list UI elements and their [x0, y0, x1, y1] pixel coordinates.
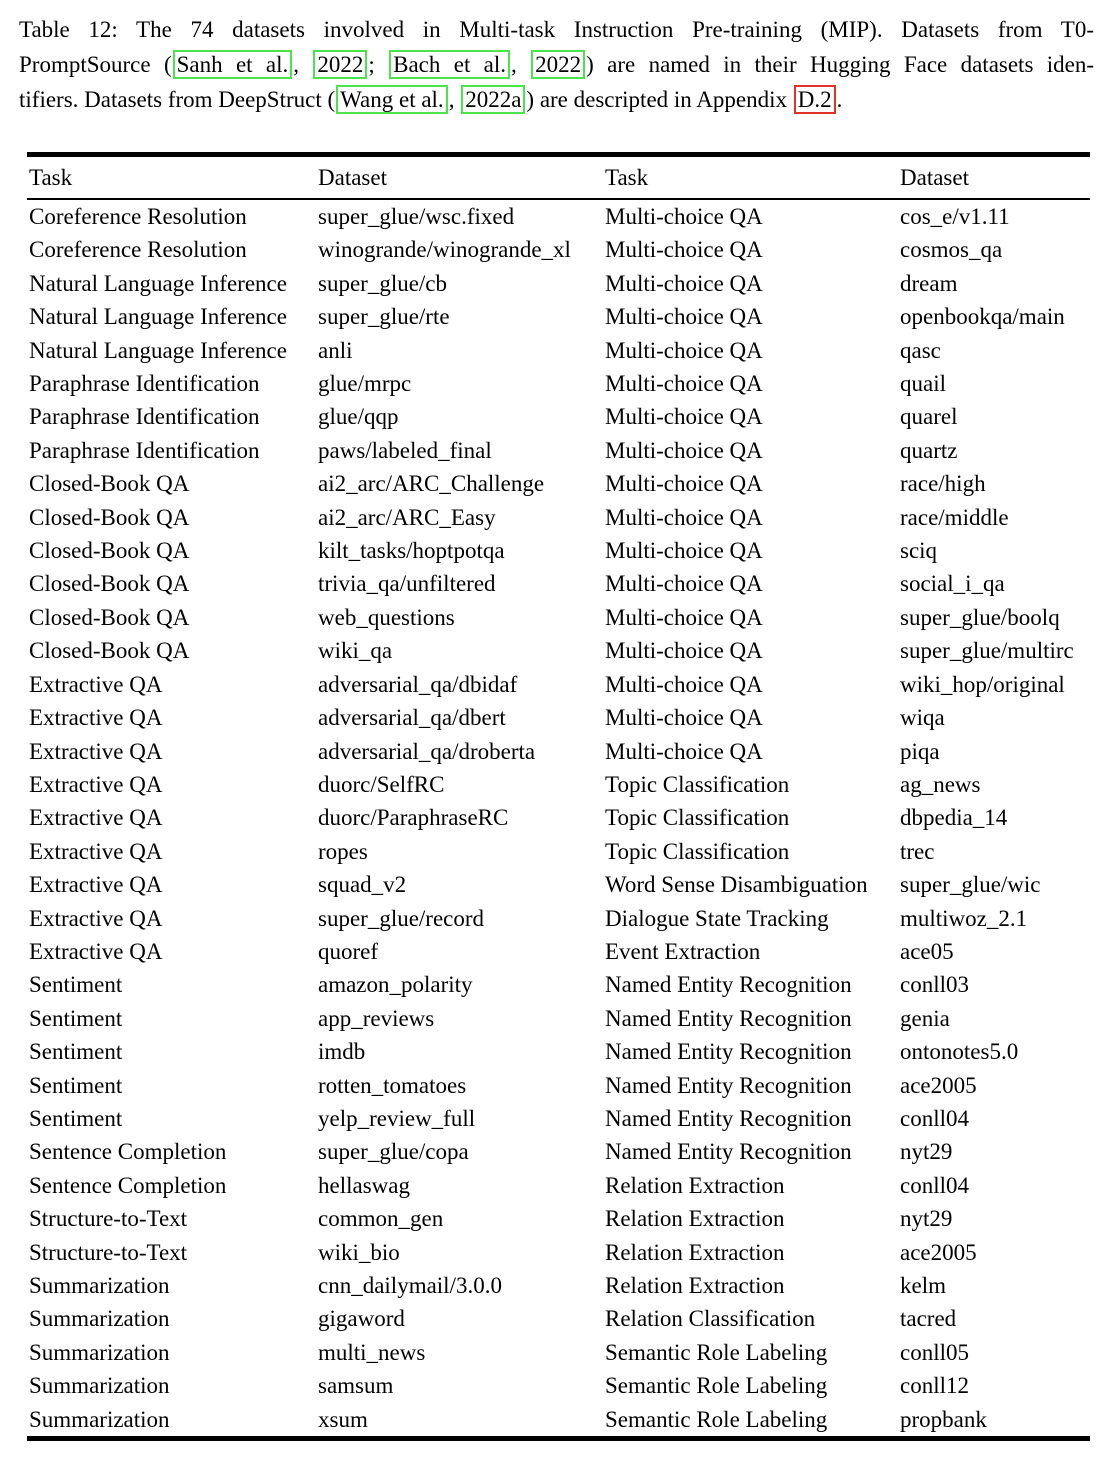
task-cell: Summarization [29, 1306, 170, 1332]
table-row [27, 768, 1090, 801]
caption-text: , [511, 52, 531, 77]
task-cell: Extractive QA [29, 771, 163, 797]
table-row [27, 835, 1090, 868]
task-cell: Multi-choice QA [605, 638, 763, 664]
citation-link[interactable]: Wang et al. [336, 85, 448, 114]
task-cell: Semantic Role Labeling [605, 1406, 828, 1432]
task-cell: Multi-choice QA [605, 304, 763, 330]
task-cell: Relation Extraction [605, 1172, 785, 1198]
dataset-cell: hellaswag [318, 1172, 410, 1198]
table-row [27, 467, 1090, 500]
task-cell: Named Entity Recognition [605, 1005, 852, 1031]
task-cell: Summarization [29, 1273, 170, 1298]
table-row [27, 735, 1090, 768]
task-cell: Extractive QA [29, 838, 163, 864]
dataset-cell: quoref [318, 938, 379, 964]
dataset-cell: multiwoz_2.1 [900, 905, 1028, 931]
table-row [27, 935, 1090, 968]
task-cell: Closed-Book QA [29, 538, 190, 564]
task-cell: Extractive QA [29, 671, 163, 697]
table-caption [19, 12, 1094, 117]
dataset-cell: super_glue/wic [900, 872, 1041, 898]
table-row [27, 199, 1090, 233]
table-row [27, 868, 1090, 901]
table-row [27, 801, 1090, 834]
dataset-cell: adversarial_qa/dbidaf [318, 671, 518, 697]
task-cell: Extractive QA [29, 705, 163, 731]
dataset-cell: ace05 [900, 938, 954, 964]
task-cell: Closed-Book QA [29, 504, 190, 530]
caption-line [19, 12, 1094, 47]
table-row [27, 634, 1090, 667]
task-cell: Natural Language Inference [29, 337, 287, 363]
table-row [27, 1269, 1090, 1302]
task-cell: Sentiment [29, 1039, 123, 1065]
dataset-cell: super_glue/record [318, 905, 485, 931]
citation-link[interactable]: Bach et al. [389, 50, 510, 79]
table-row [27, 701, 1090, 734]
task-cell: Sentiment [29, 972, 123, 998]
dataset-cell: cosmos_qa [900, 237, 1003, 263]
datasets-table-container [27, 152, 1090, 1441]
task-cell: Multi-choice QA [605, 237, 763, 263]
dataset-cell: yelp_review_full [318, 1105, 476, 1131]
citation-link[interactable]: 2022a [461, 85, 525, 114]
task-cell: Multi-choice QA [605, 571, 763, 597]
table-row [27, 902, 1090, 935]
citation-link[interactable]: Sanh et al. [173, 50, 293, 79]
task-cell: Summarization [29, 1373, 170, 1399]
table-row [27, 1236, 1090, 1269]
dataset-cell: quail [900, 371, 946, 397]
dataset-cell: race/middle [900, 504, 1009, 530]
dataset-cell: super_glue/wsc.fixed [318, 204, 515, 229]
column-header: Task [605, 165, 649, 190]
table-row [27, 534, 1090, 567]
citation-link[interactable]: 2022 [313, 50, 367, 79]
dataset-cell: openbookqa/main [900, 304, 1065, 330]
table-row [27, 1102, 1090, 1135]
table-row [27, 367, 1090, 400]
dataset-cell: anli [318, 337, 353, 363]
table-row [27, 1002, 1090, 1035]
caption-text: PromptSource ( [19, 52, 172, 77]
dataset-cell: trivia_qa/unfiltered [318, 571, 496, 597]
dataset-cell: paws/labeled_final [318, 437, 492, 463]
task-cell: Structure-to-Text [29, 1206, 188, 1232]
dataset-cell: winogrande/winogrande_xl [318, 237, 571, 263]
dataset-cell: propbank [900, 1406, 987, 1432]
dataset-cell: cnn_dailymail/3.0.0 [318, 1273, 502, 1298]
dataset-cell: wiki_hop/original [900, 671, 1065, 697]
table-row [27, 501, 1090, 534]
dataset-cell: quartz [900, 437, 958, 463]
task-cell: Multi-choice QA [605, 437, 763, 463]
task-cell: Paraphrase Identification [29, 371, 260, 397]
task-cell: Sentiment [29, 1072, 123, 1098]
table-row [27, 233, 1090, 266]
caption-text: ) are named in their Hugging Face datasets iden- [586, 52, 1095, 77]
task-cell: Semantic Role Labeling [605, 1339, 828, 1365]
task-cell: Coreference Resolution [29, 204, 247, 229]
task-cell: Extractive QA [29, 905, 163, 931]
task-cell: Closed-Book QA [29, 604, 190, 630]
dataset-cell: conll03 [900, 972, 969, 998]
task-cell: Relation Extraction [605, 1206, 785, 1232]
task-cell: Multi-choice QA [605, 671, 763, 697]
table-row [27, 668, 1090, 701]
dataset-cell: common_gen [318, 1206, 444, 1232]
table-row [27, 334, 1090, 367]
task-cell: Named Entity Recognition [605, 1105, 852, 1131]
task-cell: Word Sense Disambiguation [605, 872, 868, 898]
dataset-cell: dream [900, 270, 958, 296]
dataset-cell: conll04 [900, 1105, 969, 1131]
caption-text: Table 12: The 74 datasets involved in Multi-task Instruction Pre-training (MIP). Datasets from T0- [19, 17, 1094, 42]
task-cell: Relation Classification [605, 1306, 816, 1332]
caption-text: tifiers. Datasets from DeepStruct ( [19, 87, 336, 112]
table-rule-bottom [27, 1436, 1090, 1441]
table-row [27, 1202, 1090, 1235]
task-cell: Sentiment [29, 1105, 123, 1131]
table-row [27, 1035, 1090, 1068]
table-row [27, 1336, 1090, 1369]
dataset-cell: super_glue/boolq [900, 604, 1060, 630]
dataset-cell: qasc [900, 337, 941, 363]
task-cell: Multi-choice QA [605, 371, 763, 397]
task-cell: Paraphrase Identification [29, 404, 260, 430]
dataset-cell: trec [900, 838, 935, 864]
dataset-cell: super_glue/rte [318, 304, 450, 330]
task-cell: Multi-choice QA [605, 337, 763, 363]
dataset-cell: conll04 [900, 1172, 969, 1198]
dataset-cell: ontonotes5.0 [900, 1039, 1019, 1065]
dataset-cell: social_i_qa [900, 571, 1005, 597]
table-row [27, 567, 1090, 600]
dataset-cell: imdb [318, 1039, 366, 1065]
dataset-cell: ace2005 [900, 1239, 977, 1265]
task-cell: Multi-choice QA [605, 604, 763, 630]
table-row [27, 968, 1090, 1001]
task-cell: Sentence Completion [29, 1172, 227, 1198]
task-cell: Closed-Book QA [29, 471, 190, 497]
task-cell: Named Entity Recognition [605, 1072, 852, 1098]
task-cell: Natural Language Inference [29, 304, 287, 330]
caption-text: ; [368, 52, 389, 77]
column-header: Dataset [900, 165, 969, 190]
table-row [27, 434, 1090, 467]
table-row [27, 601, 1090, 634]
task-cell: Natural Language Inference [29, 270, 287, 296]
task-cell: Multi-choice QA [605, 471, 763, 497]
dataset-cell: super_glue/cb [318, 270, 448, 296]
task-cell: Semantic Role Labeling [605, 1373, 828, 1399]
dataset-cell: conll05 [900, 1339, 969, 1365]
task-cell: Named Entity Recognition [605, 1139, 852, 1165]
dataset-cell: kelm [900, 1273, 946, 1298]
task-cell: Paraphrase Identification [29, 437, 260, 463]
task-cell: Named Entity Recognition [605, 1039, 852, 1065]
task-cell: Multi-choice QA [605, 538, 763, 564]
caption-line [19, 82, 1094, 117]
dataset-cell: quarel [900, 404, 958, 430]
column-header: Dataset [318, 165, 387, 190]
task-cell: Multi-choice QA [605, 738, 763, 764]
appendix-ref-link[interactable]: D.2 [794, 85, 836, 114]
dataset-cell: xsum [318, 1406, 368, 1432]
dataset-cell: wiki_qa [318, 638, 393, 664]
dataset-cell: wiqa [900, 705, 945, 731]
table-row [27, 1169, 1090, 1202]
column-header: Task [29, 165, 73, 190]
caption-text: ) are descripted in Appendix [526, 87, 793, 112]
task-cell: Extractive QA [29, 938, 163, 964]
dataset-cell: race/high [900, 471, 986, 497]
caption-line [19, 47, 1094, 82]
dataset-cell: gigaword [318, 1306, 405, 1332]
dataset-cell: sciq [900, 538, 938, 564]
task-cell: Extractive QA [29, 738, 163, 764]
dataset-cell: duorc/ParaphraseRC [318, 805, 509, 831]
dataset-cell: ai2_arc/ARC_Challenge [318, 471, 545, 497]
task-cell: Relation Extraction [605, 1239, 785, 1265]
dataset-cell: glue/mrpc [318, 371, 412, 397]
dataset-cell: duorc/SelfRC [318, 771, 445, 797]
caption-text: . [836, 87, 843, 112]
task-cell: Extractive QA [29, 805, 163, 831]
dataset-cell: piqa [900, 738, 940, 764]
task-cell: Dialogue State Tracking [605, 905, 829, 931]
dataset-cell: samsum [318, 1373, 394, 1399]
table-row [27, 1069, 1090, 1102]
table-row [27, 300, 1090, 333]
task-cell: Sentence Completion [29, 1139, 227, 1165]
dataset-cell: multi_news [318, 1339, 426, 1365]
dataset-cell: nyt29 [900, 1206, 953, 1232]
dataset-cell: ag_news [900, 771, 981, 797]
task-cell: Relation Extraction [605, 1273, 785, 1298]
task-cell: Topic Classification [605, 771, 790, 797]
dataset-cell: amazon_polarity [318, 972, 473, 998]
dataset-cell: conll12 [900, 1373, 969, 1399]
caption-text: , [448, 87, 461, 112]
dataset-cell: super_glue/copa [318, 1139, 469, 1165]
dataset-cell: glue/qqp [318, 404, 399, 430]
dataset-cell: ropes [318, 838, 368, 864]
citation-link[interactable]: 2022 [531, 50, 585, 79]
task-cell: Multi-choice QA [605, 705, 763, 731]
task-cell: Named Entity Recognition [605, 972, 852, 998]
table-row [27, 400, 1090, 433]
dataset-cell: rotten_tomatoes [318, 1072, 467, 1098]
dataset-cell: app_reviews [318, 1005, 435, 1031]
dataset-cell: cos_e/v1.11 [900, 204, 1010, 229]
task-cell: Structure-to-Text [29, 1239, 188, 1265]
table-row [27, 1302, 1090, 1335]
table-row [27, 1403, 1090, 1436]
table-row [27, 267, 1090, 300]
task-cell: Multi-choice QA [605, 504, 763, 530]
table-row [27, 1369, 1090, 1402]
task-cell: Topic Classification [605, 805, 790, 831]
table-row [27, 1135, 1090, 1168]
caption-text: , [293, 52, 313, 77]
dataset-cell: wiki_bio [318, 1239, 400, 1265]
dataset-cell: adversarial_qa/droberta [318, 738, 536, 764]
task-cell: Closed-Book QA [29, 638, 190, 664]
dataset-cell: dbpedia_14 [900, 805, 1008, 831]
task-cell: Coreference Resolution [29, 237, 247, 263]
task-cell: Extractive QA [29, 872, 163, 898]
task-cell: Event Extraction [605, 938, 761, 964]
dataset-cell: nyt29 [900, 1139, 953, 1165]
dataset-cell: tacred [900, 1306, 957, 1332]
dataset-cell: ai2_arc/ARC_Easy [318, 504, 496, 530]
dataset-cell: kilt_tasks/hoptpotqa [318, 538, 505, 564]
dataset-cell: ace2005 [900, 1072, 977, 1098]
task-cell: Summarization [29, 1406, 170, 1432]
dataset-cell: adversarial_qa/dbert [318, 705, 506, 731]
task-cell: Multi-choice QA [605, 404, 763, 430]
header-row [27, 157, 1090, 199]
dataset-cell: super_glue/multirc [900, 638, 1074, 664]
task-cell: Closed-Book QA [29, 571, 190, 597]
task-cell: Sentiment [29, 1005, 123, 1031]
task-cell: Topic Classification [605, 838, 790, 864]
task-cell: Multi-choice QA [605, 204, 763, 229]
task-cell: Multi-choice QA [605, 270, 763, 296]
table-body [27, 199, 1090, 1436]
datasets-table [27, 157, 1090, 1436]
task-cell: Summarization [29, 1339, 170, 1365]
dataset-cell: squad_v2 [318, 872, 407, 898]
dataset-cell: genia [900, 1005, 950, 1031]
dataset-cell: web_questions [318, 604, 455, 630]
